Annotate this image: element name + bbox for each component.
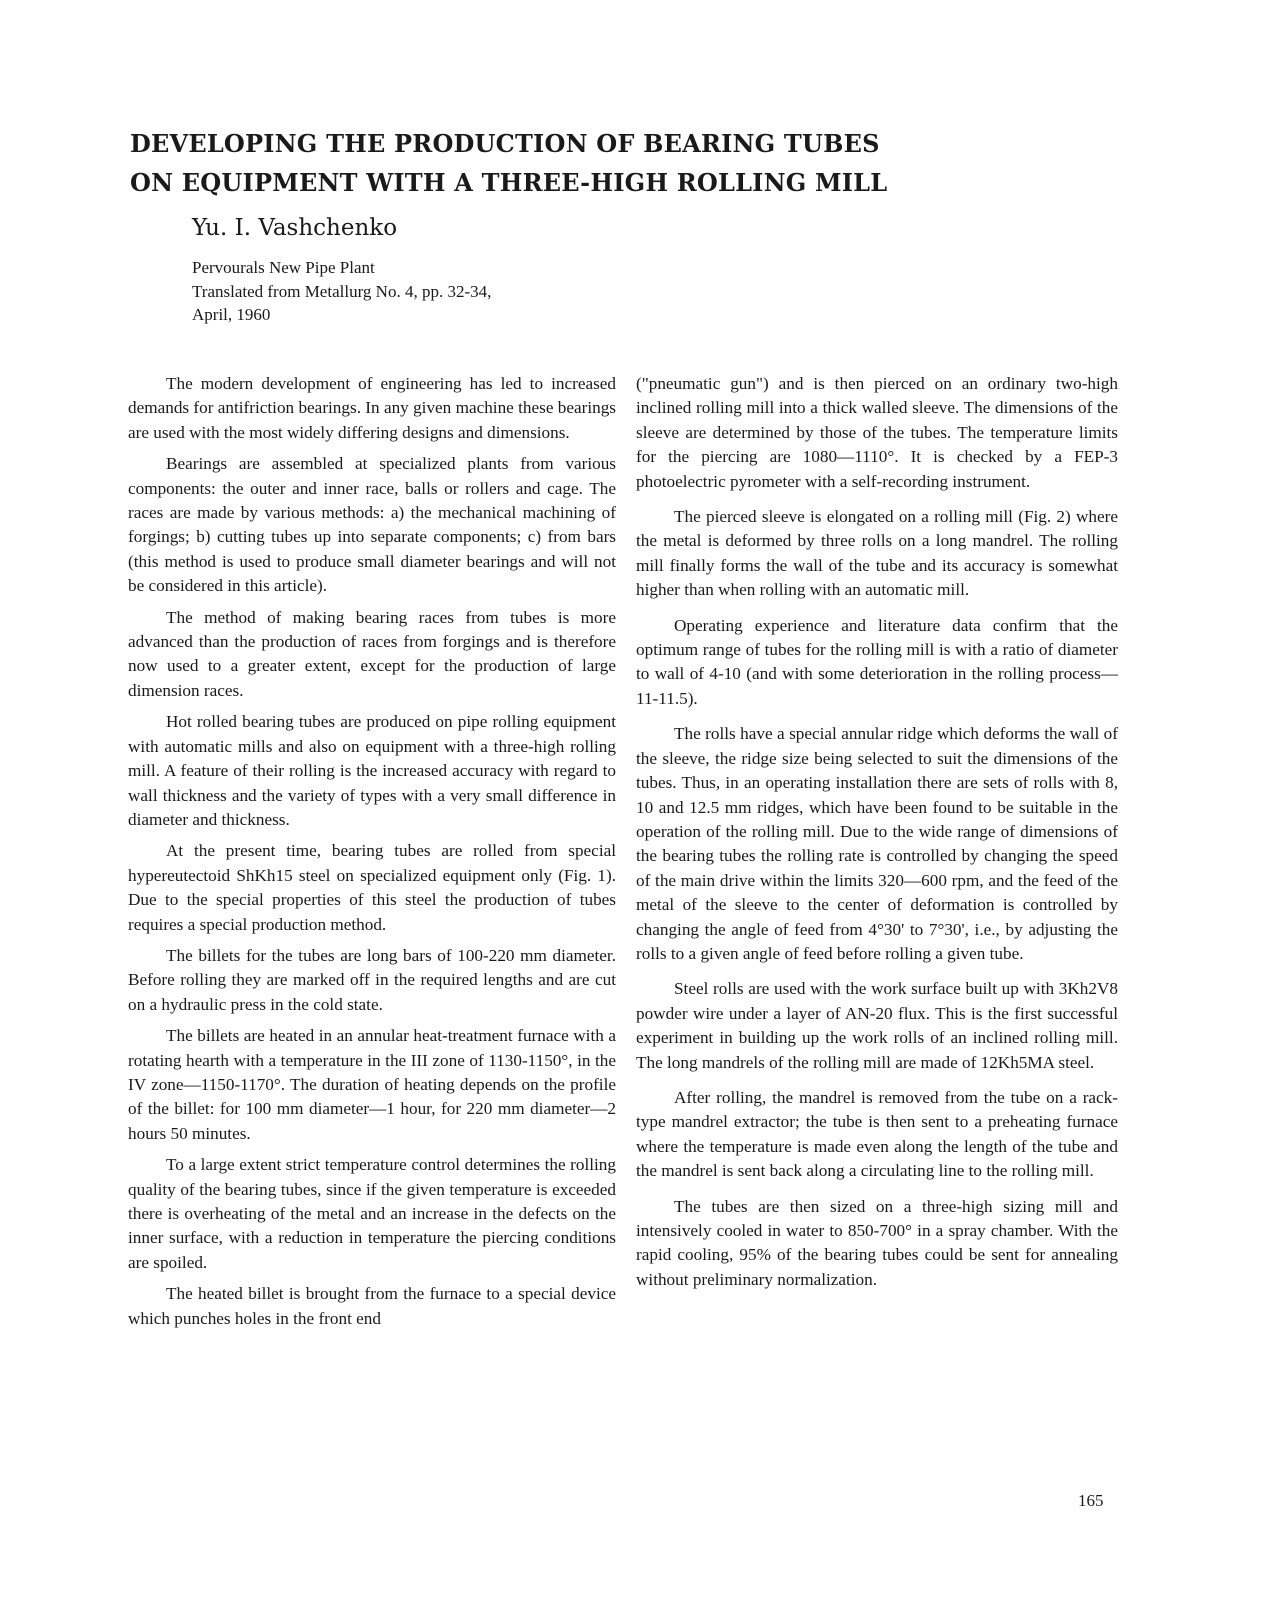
affiliation-plant: Pervourals New Pipe Plant — [192, 258, 375, 277]
paragraph: The tubes are then sized on a three-high sizing mill and intensively cooled in water to 850-700° in a spray chamber. With the rapid cooling, 95% of the bearing tubes could be sent for annealing without preliminary normalization. — [636, 1196, 1118, 1289]
paragraph: To a large extent strict temperature control determines the rolling quality of the bearing tubes, since if the given temperature is exceeded there is overheating of the metal and an increase in the defects on the inner surface, with a reduction in temperature the piercing conditions are spoiled. — [128, 1155, 616, 1272]
paragraph: At the present time, bearing tubes are rolled from special hypereutectoid ShKh15 steel on specialized equipment only (Fig. 1). Due to the special properties of this steel the production of tubes requires a special production method. — [128, 841, 616, 934]
affiliation-source: Translated from Metallurg No. 4, pp. 32-34, — [192, 281, 492, 301]
article-title — [130, 124, 1030, 202]
paragraph: The rolls have a special annular ridge which deforms the wall of the sleeve, the ridge size being selected to suit the dimensions of the tubes. Thus, in an operating installation there are sets of rolls with 8, 10 and 12.5 mm ridges, which have been found to be suitable in the operation of the rolling mill. Due to the wide range of dimensions of the bearing tubes the rolling rate is controlled by changing the speed of the main drive within the limits 320—600 rpm, and the feed of the metal of the sleeve to the center of deformation is controlled by changing the angle of feed from 4°30' to 7°30', i.e., by adjusting the rolls to a given angle of feed before rolling a given tube. — [636, 724, 1118, 963]
left-column — [128, 372, 616, 1338]
paragraph: The modern development of engineering has led to increased demands for antifriction bearings. In any given machine these bearings are used with the most widely differing designs and dimensions. — [128, 374, 616, 442]
paragraph: The billets for the tubes are long bars of 100-220 mm diameter. Before rolling they are marked off in the required lengths and are cut on a hydraulic press in the cold state. — [128, 945, 616, 1014]
paragraph: Hot rolled bearing tubes are produced on pipe rolling equipment with automatic mills and also on equipment with a three-high rolling mill. A feature of their rolling is the increased accuracy with regard to wall thickness and the variety of types with a very small difference in diameter and thickness. — [128, 712, 616, 829]
paragraph: Bearings are assembled at specialized plants from various components: the outer and inner race, balls or rollers and cage. The races are made by various methods: a) the mechanical machining of forgings; b) cutting tubes up into separate components; c) from bars (this method is used to produce small diameter bearings and will not be considered in this article). — [128, 454, 616, 596]
paragraph: Operating experience and literature data confirm that the optimum range of tubes for the rolling mill is with a ratio of diameter to wall of 4-10 (and with some deterioration in the rolling process—11-11.5). — [636, 615, 1118, 708]
paragraph: The billets are heated in an annular heat-treatment furnace with a rotating hearth with a temperature in the III zone of 1130-1150°, in the IV zone—1150-1170°. The duration of heating depends on the profile of the billet: for 100 mm diameter—1 hour, for 220 mm diameter—2 hours 50 minutes. — [128, 1026, 616, 1143]
page-number: 165 — [1078, 1491, 1104, 1510]
paragraph: The method of making bearing races from tubes is more advanced than the production of races from forgings and is therefore now used to a greater extent, except for the production of large dimension races. — [128, 607, 616, 700]
title-line-2: ON EQUIPMENT WITH A THREE-HIGH ROLLING MILL — [130, 168, 888, 197]
author-name: Yu. I. Vashchenko — [192, 215, 398, 241]
affiliation-block — [192, 256, 491, 327]
paragraph-continued: ("pneumatic gun") and is then pierced on an ordinary two-high inclined rolling mill into a thick walled sleeve. The dimensions of the sleeve are determined by those of the tubes. The temperature limits for the piercing are 1080—1110°. It is checked by a FEP-3 photoelectric pyrometer with a self-recording instrument. — [636, 374, 1118, 491]
paragraph: After rolling, the mandrel is removed from the tube on a rack-type mandrel extractor; the tube is then sent to a preheating furnace where the temperature is made even along the length of the tube and the mandrel is sent back along a circulating line to the rolling mill. — [636, 1087, 1118, 1181]
paragraph: The heated billet is brought from the furnace to a special device which punches holes in the front end — [128, 1284, 616, 1328]
paragraph: The pierced sleeve is elongated on a rolling mill (Fig. 2) where the metal is deformed by three rolls on a long mandrel. The rolling mill finally forms the wall of the tube and its accuracy is somewhat higher than when rolling with an automatic mill. — [636, 507, 1118, 600]
affiliation-date: April, 1960 — [192, 305, 271, 324]
right-column — [636, 372, 1118, 1303]
title-line-1: DEVELOPING THE PRODUCTION OF BEARING TUBES — [130, 129, 880, 158]
paragraph: Steel rolls are used with the work surface built up with 3Kh2V8 powder wire under a layer of AN-20 flux. This is the first successful experiment in building up the work rolls of an inclined rolling mill. The long mandrels of the rolling mill are made of 12Kh5MA steel. — [636, 979, 1118, 1072]
